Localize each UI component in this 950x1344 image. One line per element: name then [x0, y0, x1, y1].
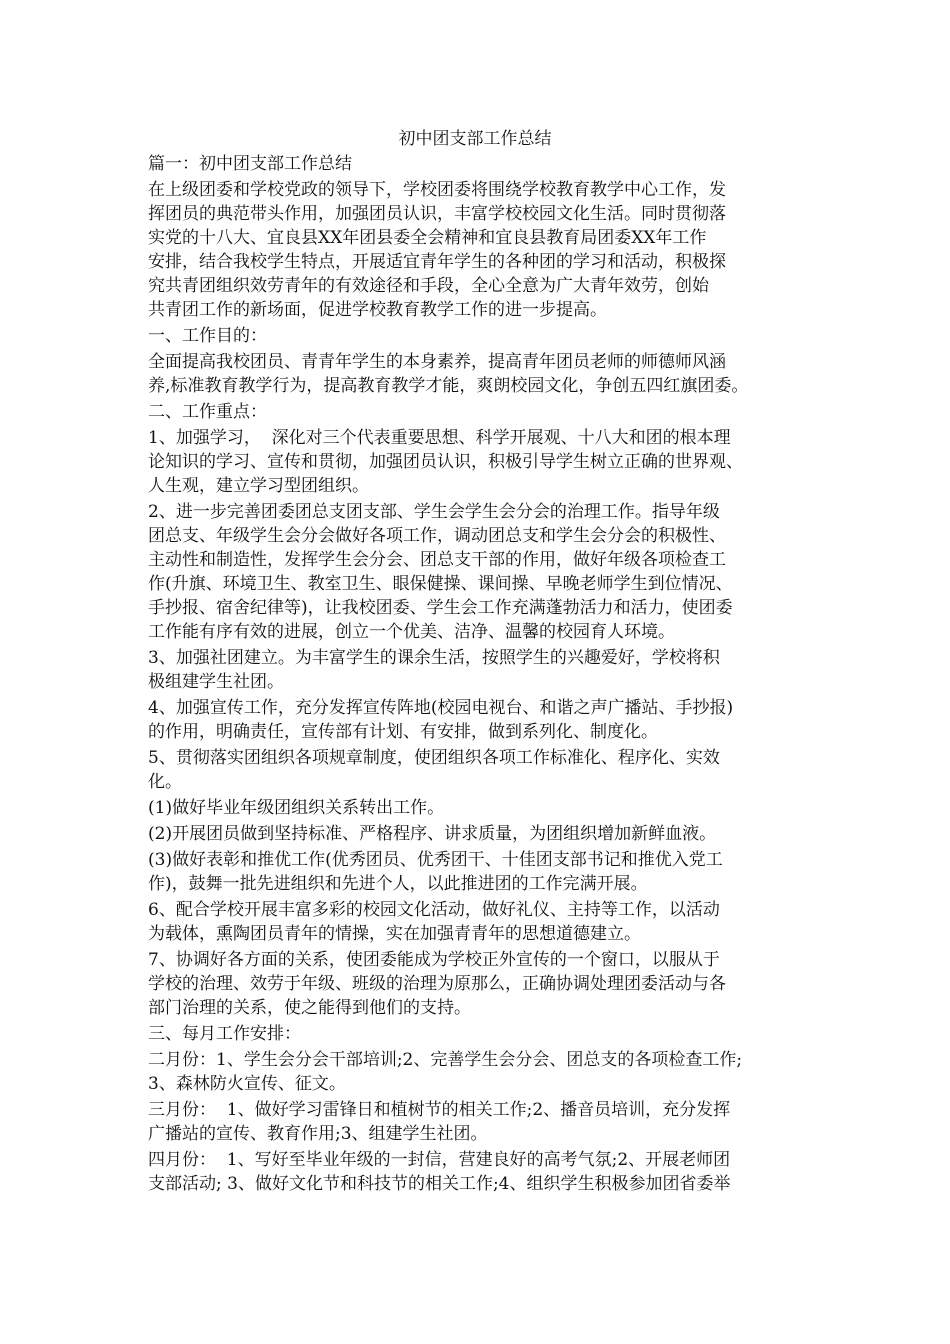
text-line: 二月份：1、学生会分会干部培训;2、完善学生会分会、团总支的各项检查工作; [148, 1050, 743, 1070]
text-line: 2、进一步完善团委团总支团支部、学生会学生会分会的治理工作。指导年级 [148, 502, 720, 522]
text-line: 在上级团委和学校党政的领导下，学校团委将围绕学校教育教学中心工作，发 [148, 180, 726, 200]
text-line: 人生观，建立学习型团组织。 [148, 476, 369, 496]
text-line: 养,标准教育教学行为，提高教育教学才能，爽朗校园文化，争创五四红旗团委。 [148, 376, 749, 396]
text-line: 部门治理的关系，使之能得到他们的支持。 [148, 998, 471, 1018]
text-line: 3、森林防火宣传、征文。 [148, 1074, 346, 1094]
text-line: (2)开展团员做到坚持标准、严格程序、讲求质量，为团组织增加新鲜血液。 [148, 824, 717, 844]
text-line: 论知识的学习、宣传和贯彻，加强团员认识，积极引导学生树立正确的世界观、 [148, 452, 743, 472]
text-line: 广播站的宣传、教育作用;3、组建学生社团。 [148, 1124, 488, 1144]
text-line: 5、贯彻落实团组织各项规章制度，使团组织各项工作标准化、程序化、实效 [148, 748, 720, 768]
text-line: (3)做好表彰和推优工作(优秀团员、优秀团干、十佳团支部书记和推优入党工 [148, 850, 723, 870]
text-line: 学校的治理、效劳于年级、班级的治理为原那么，正确协调处理团委活动与各 [148, 974, 726, 994]
text-line: 二、工作重点： [148, 402, 267, 422]
text-line: 一、工作目的： [148, 326, 267, 346]
text-line: 共青团工作的新场面，促进学校教育教学工作的进一步提高。 [148, 300, 607, 320]
text-line: 四月份： 1、写好至毕业年级的一封信，营建良好的高考气氛;2、开展老师团 [148, 1150, 731, 1170]
text-line: 团总支、年级学生会分会做好各项工作，调动团总支和学生会分会的积极性、 [148, 526, 726, 546]
text-line: 主动性和制造性，发挥学生会分会、团总支干部的作用，做好年级各项检查工 [148, 550, 726, 570]
document-title: 初中团支部工作总结 [398, 129, 552, 149]
text-line: 支部活动; 3、做好文化节和科技节的相关工作;4、组织学生积极参加团省委举 [148, 1174, 731, 1194]
text-line: 1、加强学习， 深化对三个代表重要思想、科学开展观、十八大和团的根本理 [148, 428, 731, 448]
text-line: 4、加强宣传工作，充分发挥宣传阵地(校园电视台、和谐之声广播站、手抄报) [148, 698, 734, 718]
text-line: 手抄报、宿舍纪律等)，让我校团委、学生会工作充满蓬勃活力和活力，使团委 [148, 598, 733, 618]
text-line: 安排，结合我校学生特点，开展适宜青年学生的各种团的学习和活动，积极探 [148, 252, 726, 272]
text-line: 实党的十八大、宜良县XX年团县委全会精神和宜良县教育局团委XX年工作 [148, 228, 707, 248]
text-line: 的作用，明确责任，宣传部有计划、有安排，做到系列化、制度化。 [148, 722, 658, 742]
text-line: 三、每月工作安排： [148, 1024, 301, 1044]
text-line: (1)做好毕业年级团组织关系转出工作。 [148, 798, 445, 818]
text-line: 挥团员的典范带头作用，加强团员认识，丰富学校校园文化生活。同时贯彻落 [148, 204, 726, 224]
text-line: 3、加强社团建立。为丰富学生的课余生活，按照学生的兴趣爱好，学校将积 [148, 648, 720, 668]
text-line: 篇一：初中团支部工作总结 [148, 154, 352, 174]
text-line: 6、配合学校开展丰富多彩的校园文化活动，做好礼仪、主持等工作，以活动 [148, 900, 720, 920]
text-line: 三月份： 1、做好学习雷锋日和植树节的相关工作;2、播音员培训，充分发挥 [148, 1100, 731, 1120]
text-line: 极组建学生社团。 [148, 672, 284, 692]
text-line: 究共青团组织效劳青年的有效途径和手段，全心全意为广大青年效劳，创始 [148, 276, 709, 296]
text-line: 7、协调好各方面的关系，使团委能成为学校正外宣传的一个窗口，以服从于 [148, 950, 720, 970]
text-line: 工作能有序有效的进展，创立一个优美、洁净、温馨的校园育人环境。 [148, 622, 675, 642]
text-line: 化。 [148, 772, 182, 792]
text-line: 为载体，熏陶团员青年的情操，实在加强青青年的思想道德建立。 [148, 924, 641, 944]
text-line: 作(升旗、环境卫生、教室卫生、眼保健操、课间操、早晚老师学生到位情况、 [148, 574, 733, 594]
text-line: 全面提高我校团员、青青年学生的本身素养，提高青年团员老师的师德师风涵 [148, 352, 726, 372]
text-line: 作)，鼓舞一批先进组织和先进个人，以此推进团的工作完满开展。 [148, 874, 648, 894]
document-body [148, 152, 828, 1196]
